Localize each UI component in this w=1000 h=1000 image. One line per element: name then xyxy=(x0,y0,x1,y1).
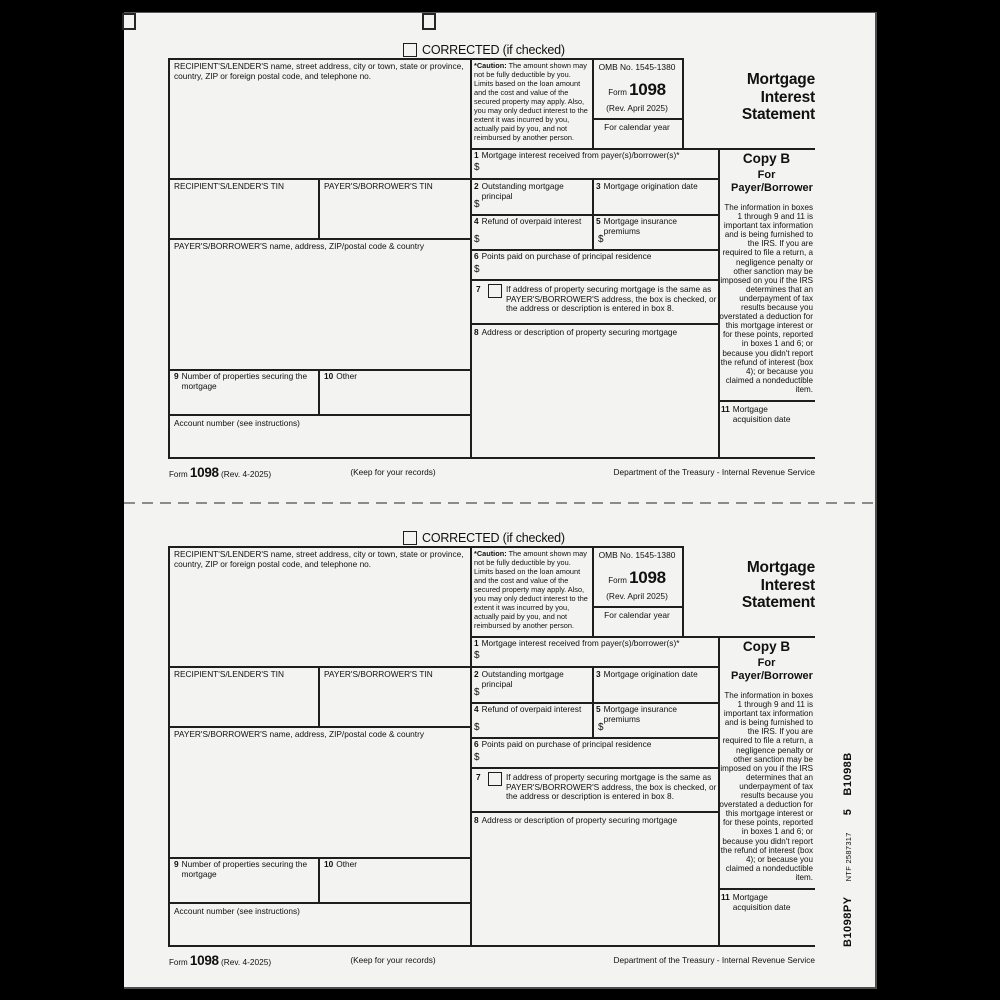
box6-label: 6 Points paid on purchase of principal residence xyxy=(474,251,652,261)
box1-label: 1 Mortgage interest received from payer(s)/borrower(s)* xyxy=(474,150,680,160)
box1-dollar: $ xyxy=(474,162,480,173)
grid-line xyxy=(470,811,718,813)
box4-label: 4 Refund of overpaid interest xyxy=(474,704,582,714)
box2-dollar: $ xyxy=(474,199,480,210)
box4-number: 4 xyxy=(474,216,479,226)
copy-for-label: For Payer/Borrower xyxy=(731,169,813,194)
box5-label: 5 Mortgage insurance premiums xyxy=(596,216,677,236)
form-table xyxy=(168,58,818,459)
grid-line xyxy=(470,546,472,945)
account-number-label: Account number (see instructions) xyxy=(174,418,300,428)
form-number-block xyxy=(592,80,682,100)
revision-date: (Rev. April 2025) xyxy=(606,591,668,601)
box8-number: 8 xyxy=(474,815,479,825)
grid-line xyxy=(318,178,320,238)
form-footer xyxy=(168,463,818,479)
grid-line xyxy=(592,178,594,249)
box10-label: 10 Other xyxy=(324,859,357,869)
omb-box xyxy=(592,546,682,636)
grid-line xyxy=(470,58,472,457)
grid-line xyxy=(318,666,320,726)
box11-number: 11 xyxy=(721,404,730,414)
footer-number: 1098 xyxy=(189,953,219,968)
print-code-ntf: NTF 2587317 xyxy=(843,832,853,882)
caution-note xyxy=(474,61,588,142)
caution-note xyxy=(474,549,588,630)
box4-label: 4 Refund of overpaid interest xyxy=(474,216,582,226)
box4-dollar: $ xyxy=(474,722,480,733)
box4-dollar: $ xyxy=(474,234,480,245)
box11-number: 11 xyxy=(721,892,730,902)
department-label: Department of the Treasury - Internal Revenue Service xyxy=(613,467,815,477)
form-title: Mortgage Interest Statement xyxy=(741,71,815,123)
omb-number: OMB No. 1545-1380 xyxy=(598,62,676,72)
box10-label: 10 Other xyxy=(324,371,357,381)
box7-label: If address of property securing mortgage is the same as PAYER'S/BORROWER'S address, the box is checked, or the address or description is entered in box 8. xyxy=(506,284,717,314)
grid-line xyxy=(168,546,170,947)
box7-checkbox[interactable] xyxy=(488,772,502,786)
footer-revision: (Rev. 4-2025) xyxy=(220,957,272,967)
grid-line xyxy=(168,457,815,459)
grid-line xyxy=(168,58,170,459)
grid-line xyxy=(318,369,320,414)
box9-number: 9 xyxy=(174,859,179,869)
caution-text: The amount shown may not be fully deductible by you. Limits based on the loan amount and the cost and value of the secured property may apply. Also, you may only deduct interest to the extent it was incurred by you, actually paid by you, and not reimbursed by another person. xyxy=(474,549,588,631)
footer-form-number xyxy=(169,953,271,968)
payer-info-label: PAYER'S/BORROWER'S name, address, ZIP/postal code & country xyxy=(174,241,425,251)
corrected-row xyxy=(168,43,818,58)
box2-label: 2 Outstanding mortgage principal xyxy=(474,669,564,689)
box10-number: 10 xyxy=(324,371,334,381)
corrected-row xyxy=(168,531,818,546)
grid-line xyxy=(168,414,470,416)
box6-label: 6 Points paid on purchase of principal residence xyxy=(474,739,652,749)
account-number-label: Account number (see instructions) xyxy=(174,906,300,916)
grid-line xyxy=(718,888,815,890)
box7-label: If address of property securing mortgage is the same as PAYER'S/BORROWER'S address, the box is checked, or the address or description is entered in box 8. xyxy=(506,772,717,802)
payer-info-label: PAYER'S/BORROWER'S name, address, ZIP/postal code & country xyxy=(174,729,425,739)
corrected-checkbox[interactable] xyxy=(403,531,417,545)
grid-line xyxy=(168,726,470,728)
department-label: Department of the Treasury - Internal Revenue Service xyxy=(613,955,815,965)
omb-number: OMB No. 1545-1380 xyxy=(598,550,676,560)
box11-label: 11 Mortgage acquisition date xyxy=(721,404,791,424)
grid-line xyxy=(592,666,594,737)
box1-dollar: $ xyxy=(474,650,480,661)
calendar-year-label: For calendar year xyxy=(604,122,670,132)
box2-number: 2 xyxy=(474,181,479,191)
box10-number: 10 xyxy=(324,859,334,869)
form-word: Form xyxy=(608,576,627,585)
caution-bold: *Caution: xyxy=(474,549,507,558)
keep-records-label: (Keep for your records) xyxy=(350,955,436,965)
grid-line xyxy=(470,323,718,325)
grid-line xyxy=(470,279,718,281)
box5-number: 5 xyxy=(596,704,601,714)
footer-revision: (Rev. 4-2025) xyxy=(220,469,272,479)
grid-line xyxy=(682,58,684,150)
sidebar-instructions: The information in boxes 1 through 9 and 11 is important tax information and is being furnished to the IRS. If you are required to file a return, a negligence penalty or other sanction may be imposed on you if the IRS determines that an underpayment of tax results because you overstated a deduction for this mortgage interest or for these points, reported in boxes 1 and 6; or because you didn't report the refund of interest (box 4); or because you claimed a nondeductible item. xyxy=(719,691,813,882)
keep-records-label: (Keep for your records) xyxy=(350,467,436,477)
box1-number: 1 xyxy=(474,150,479,160)
box5-number: 5 xyxy=(596,216,601,226)
tin-recipient-label: RECIPIENT'S/LENDER'S TIN xyxy=(174,669,284,679)
revision-date: (Rev. April 2025) xyxy=(606,103,668,113)
box9-label: 9 Number of properties securing the mortgage xyxy=(174,371,308,391)
box3-label: 3 Mortgage origination date xyxy=(596,181,698,191)
box5-label: 5 Mortgage insurance premiums xyxy=(596,704,677,724)
box8-number: 8 xyxy=(474,327,479,337)
print-code-b1098b: B1098B xyxy=(842,752,854,796)
form-number: 1098 xyxy=(629,80,666,99)
footer-form-word: Form xyxy=(169,958,188,967)
box4-number: 4 xyxy=(474,704,479,714)
grid-line xyxy=(168,178,720,180)
print-code-five: 5 xyxy=(842,808,854,816)
copy-for-label: For Payer/Borrower xyxy=(731,657,813,682)
form-number-block xyxy=(592,568,682,588)
box9-label: 9 Number of properties securing the mortgage xyxy=(174,859,308,879)
grid-line xyxy=(168,945,815,947)
pinfeed-tab xyxy=(122,13,136,30)
box7-checkbox[interactable] xyxy=(488,284,502,298)
grid-line xyxy=(718,400,815,402)
caution-bold: *Caution: xyxy=(474,61,507,70)
box2-number: 2 xyxy=(474,669,479,679)
tin-payer-label: PAYER'S/BORROWER'S TIN xyxy=(324,181,433,191)
box5-dollar: $ xyxy=(598,234,604,245)
recipient-info-label: RECIPIENT'S/LENDER'S name, street address, city or town, state or province, country, ZIP or foreign postal code, and telephone no. xyxy=(174,61,464,81)
box2-dollar: $ xyxy=(474,687,480,698)
box7-number: 7 xyxy=(476,772,481,782)
form-page xyxy=(124,12,877,989)
grid-line xyxy=(168,238,470,240)
form-title: Mortgage Interest Statement xyxy=(741,559,815,611)
grid-line xyxy=(318,857,320,902)
box2-label: 2 Outstanding mortgage principal xyxy=(474,181,564,201)
corrected-checkbox[interactable] xyxy=(403,43,417,57)
copy-b-label: Copy B xyxy=(742,639,791,654)
footer-form-word: Form xyxy=(169,470,188,479)
pinfeed-tab xyxy=(422,13,436,30)
box11-label: 11 Mortgage acquisition date xyxy=(721,892,791,912)
grid-line xyxy=(168,902,470,904)
sidebar-instructions: The information in boxes 1 through 9 and 11 is important tax information and is being furnished to the IRS. If you are required to file a return, a negligence penalty or other sanction may be imposed on you if the IRS determines that an underpayment of tax results because you overstated a deduction for this mortgage interest or for these points, reported in boxes 1 and 6; or because you didn't report the refund of interest (box 4); or because you claimed a nondeductible item. xyxy=(719,203,813,394)
tin-recipient-label: RECIPIENT'S/LENDER'S TIN xyxy=(174,181,284,191)
box6-dollar: $ xyxy=(474,752,480,763)
corrected-label: CORRECTED (if checked) xyxy=(422,43,565,57)
print-code-rotated xyxy=(825,752,871,947)
grid-line xyxy=(470,767,718,769)
form-number: 1098 xyxy=(629,568,666,587)
box6-dollar: $ xyxy=(474,264,480,275)
copy-b-label: Copy B xyxy=(742,151,791,166)
box6-number: 6 xyxy=(474,251,479,261)
form-table xyxy=(168,546,818,947)
footer-form-number xyxy=(169,465,271,480)
box1-label: 1 Mortgage interest received from payer(s)/borrower(s)* xyxy=(474,638,680,648)
box8-label: 8 Address or description of property securing mortgage xyxy=(474,327,678,337)
box6-number: 6 xyxy=(474,739,479,749)
form-copy-top xyxy=(168,43,818,488)
box1-number: 1 xyxy=(474,638,479,648)
grid-line xyxy=(682,546,684,638)
form-footer xyxy=(168,951,818,967)
omb-box xyxy=(592,58,682,148)
calendar-year-label: For calendar year xyxy=(604,610,670,620)
box5-dollar: $ xyxy=(598,722,604,733)
box7-number: 7 xyxy=(476,284,481,294)
perforation-line xyxy=(124,502,875,504)
box3-label: 3 Mortgage origination date xyxy=(596,669,698,679)
box3-number: 3 xyxy=(596,181,601,191)
box8-label: 8 Address or description of property securing mortgage xyxy=(474,815,678,825)
box3-number: 3 xyxy=(596,669,601,679)
footer-number: 1098 xyxy=(189,465,219,480)
grid-line xyxy=(168,666,720,668)
recipient-info-label: RECIPIENT'S/LENDER'S name, street address, city or town, state or province, country, ZIP or foreign postal code, and telephone no. xyxy=(174,549,464,569)
form-word: Form xyxy=(608,88,627,97)
box9-number: 9 xyxy=(174,371,179,381)
tin-payer-label: PAYER'S/BORROWER'S TIN xyxy=(324,669,433,679)
corrected-label: CORRECTED (if checked) xyxy=(422,531,565,545)
print-code-vertical xyxy=(825,752,871,947)
print-code-b1098py: B1098PY xyxy=(842,896,854,947)
form-copy-bottom xyxy=(168,531,818,976)
caution-text: The amount shown may not be fully deductible by you. Limits based on the loan amount and the cost and value of the secured property may apply. Also, you may only deduct interest to the extent it was incurred by you, actually paid by you, and not reimbursed by another person. xyxy=(474,61,588,143)
